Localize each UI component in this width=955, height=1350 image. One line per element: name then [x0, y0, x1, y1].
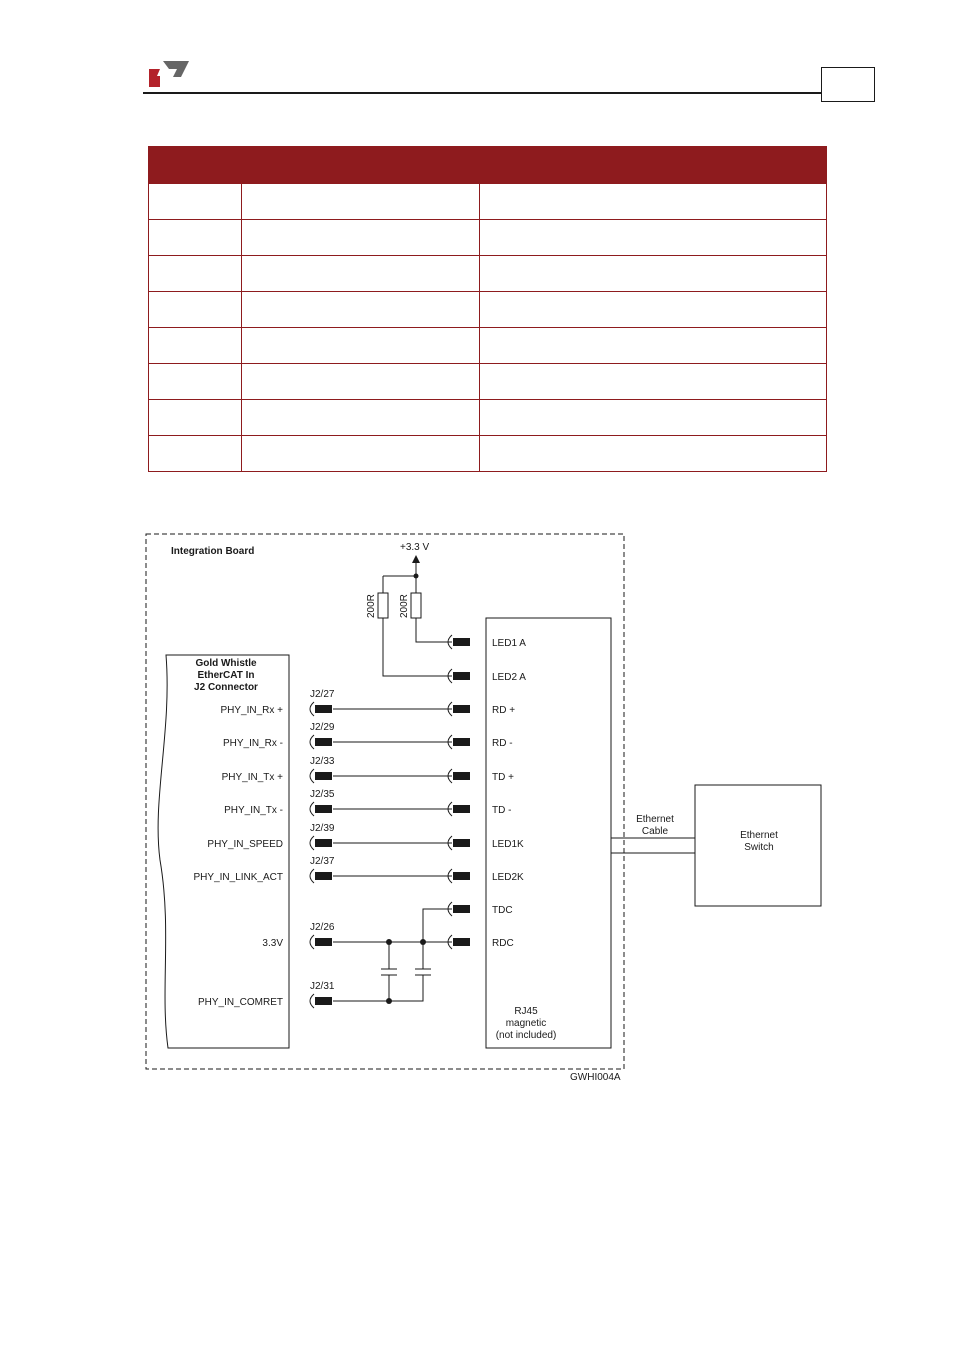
cable-label-line: Ethernet — [636, 814, 674, 825]
rj45-pin-label: TD + — [492, 772, 514, 783]
module-pin-connector — [310, 869, 332, 883]
rj45-title-line: magnetic — [505, 1018, 547, 1029]
rj45-pin-label: TD - — [492, 805, 512, 816]
resistor-r1 — [378, 593, 388, 618]
resistor-label: 200R — [366, 594, 377, 618]
module-title-line: EtherCAT In — [197, 670, 255, 681]
junction-dot — [386, 998, 392, 1004]
module-title-line: J2 Connector — [194, 682, 258, 693]
module-pin-signal: PHY_IN_LINK_ACT — [193, 872, 283, 883]
junction-dot — [414, 574, 419, 579]
rj45-pin-label: LED1 A — [492, 638, 526, 649]
module-pin-number: J2/33 — [310, 756, 335, 767]
module-title-line: Gold Whistle — [195, 658, 257, 669]
cap2-wire — [389, 975, 423, 1001]
module-pin-number: J2/29 — [310, 722, 335, 733]
rj45-pin-label: RDC — [492, 938, 514, 949]
resistor-label: 200R — [399, 594, 410, 618]
switch-label-line: Ethernet — [740, 830, 778, 841]
module-pin-signal: PHY_IN_Rx - — [222, 738, 283, 749]
rj45-pin-label: LED2K — [492, 872, 524, 883]
module-pin-connector — [310, 994, 332, 1008]
module-pin-connector — [310, 735, 332, 749]
rj45-pin-label: LED1K — [492, 839, 524, 850]
rj45-title-line: (not included) — [495, 1030, 557, 1041]
module-pin-connector — [310, 935, 332, 949]
module-pin-connector — [310, 769, 332, 783]
module-pin-number: J2/27 — [310, 689, 335, 700]
resistor-r2 — [411, 593, 421, 618]
junction-dot — [386, 939, 392, 945]
module-pin-signal: PHY_IN_SPEED — [207, 839, 283, 850]
cable-label-line: Cable — [641, 826, 669, 837]
rj45-pin-label: LED2 A — [492, 672, 526, 683]
module-pin-number: J2/35 — [310, 789, 335, 800]
module-pin-connector — [310, 702, 332, 716]
figure-id: GWHI004A — [570, 1072, 621, 1083]
module-pin-number: J2/31 — [310, 981, 335, 992]
rj45-pin-label: RD + — [492, 705, 516, 716]
module-pin-signal: PHY_IN_Tx - — [224, 805, 283, 816]
rj45-pin-label: RD - — [492, 738, 513, 749]
led2a-wire — [383, 618, 452, 676]
board-label: Integration Board — [171, 546, 255, 557]
rj45-title-line: RJ45 — [514, 1006, 538, 1017]
module-pin-signal: PHY_IN_Tx + — [221, 772, 283, 783]
supply-label: +3.3 V — [400, 542, 430, 553]
module-pin-signal: 3.3V — [262, 938, 283, 949]
supply-arrow-icon — [412, 555, 420, 563]
module-pin-number: J2/39 — [310, 823, 335, 834]
module-pin-number: J2/26 — [310, 922, 335, 933]
switch-label-line: Switch — [744, 842, 774, 853]
module-pin-connector — [310, 836, 332, 850]
module-pin-signal: PHY_IN_COMRET — [197, 997, 283, 1008]
rj45-pin-label: TDC — [492, 905, 513, 916]
module-pin-signal: PHY_IN_Rx + — [220, 705, 283, 716]
module-pin-connector — [310, 802, 332, 816]
led1a-wire — [416, 618, 452, 642]
module-pin-number: J2/37 — [310, 856, 335, 867]
junction-dot — [420, 939, 426, 945]
integration-board-boundary — [146, 534, 624, 1069]
tdc-wire — [423, 909, 452, 942]
